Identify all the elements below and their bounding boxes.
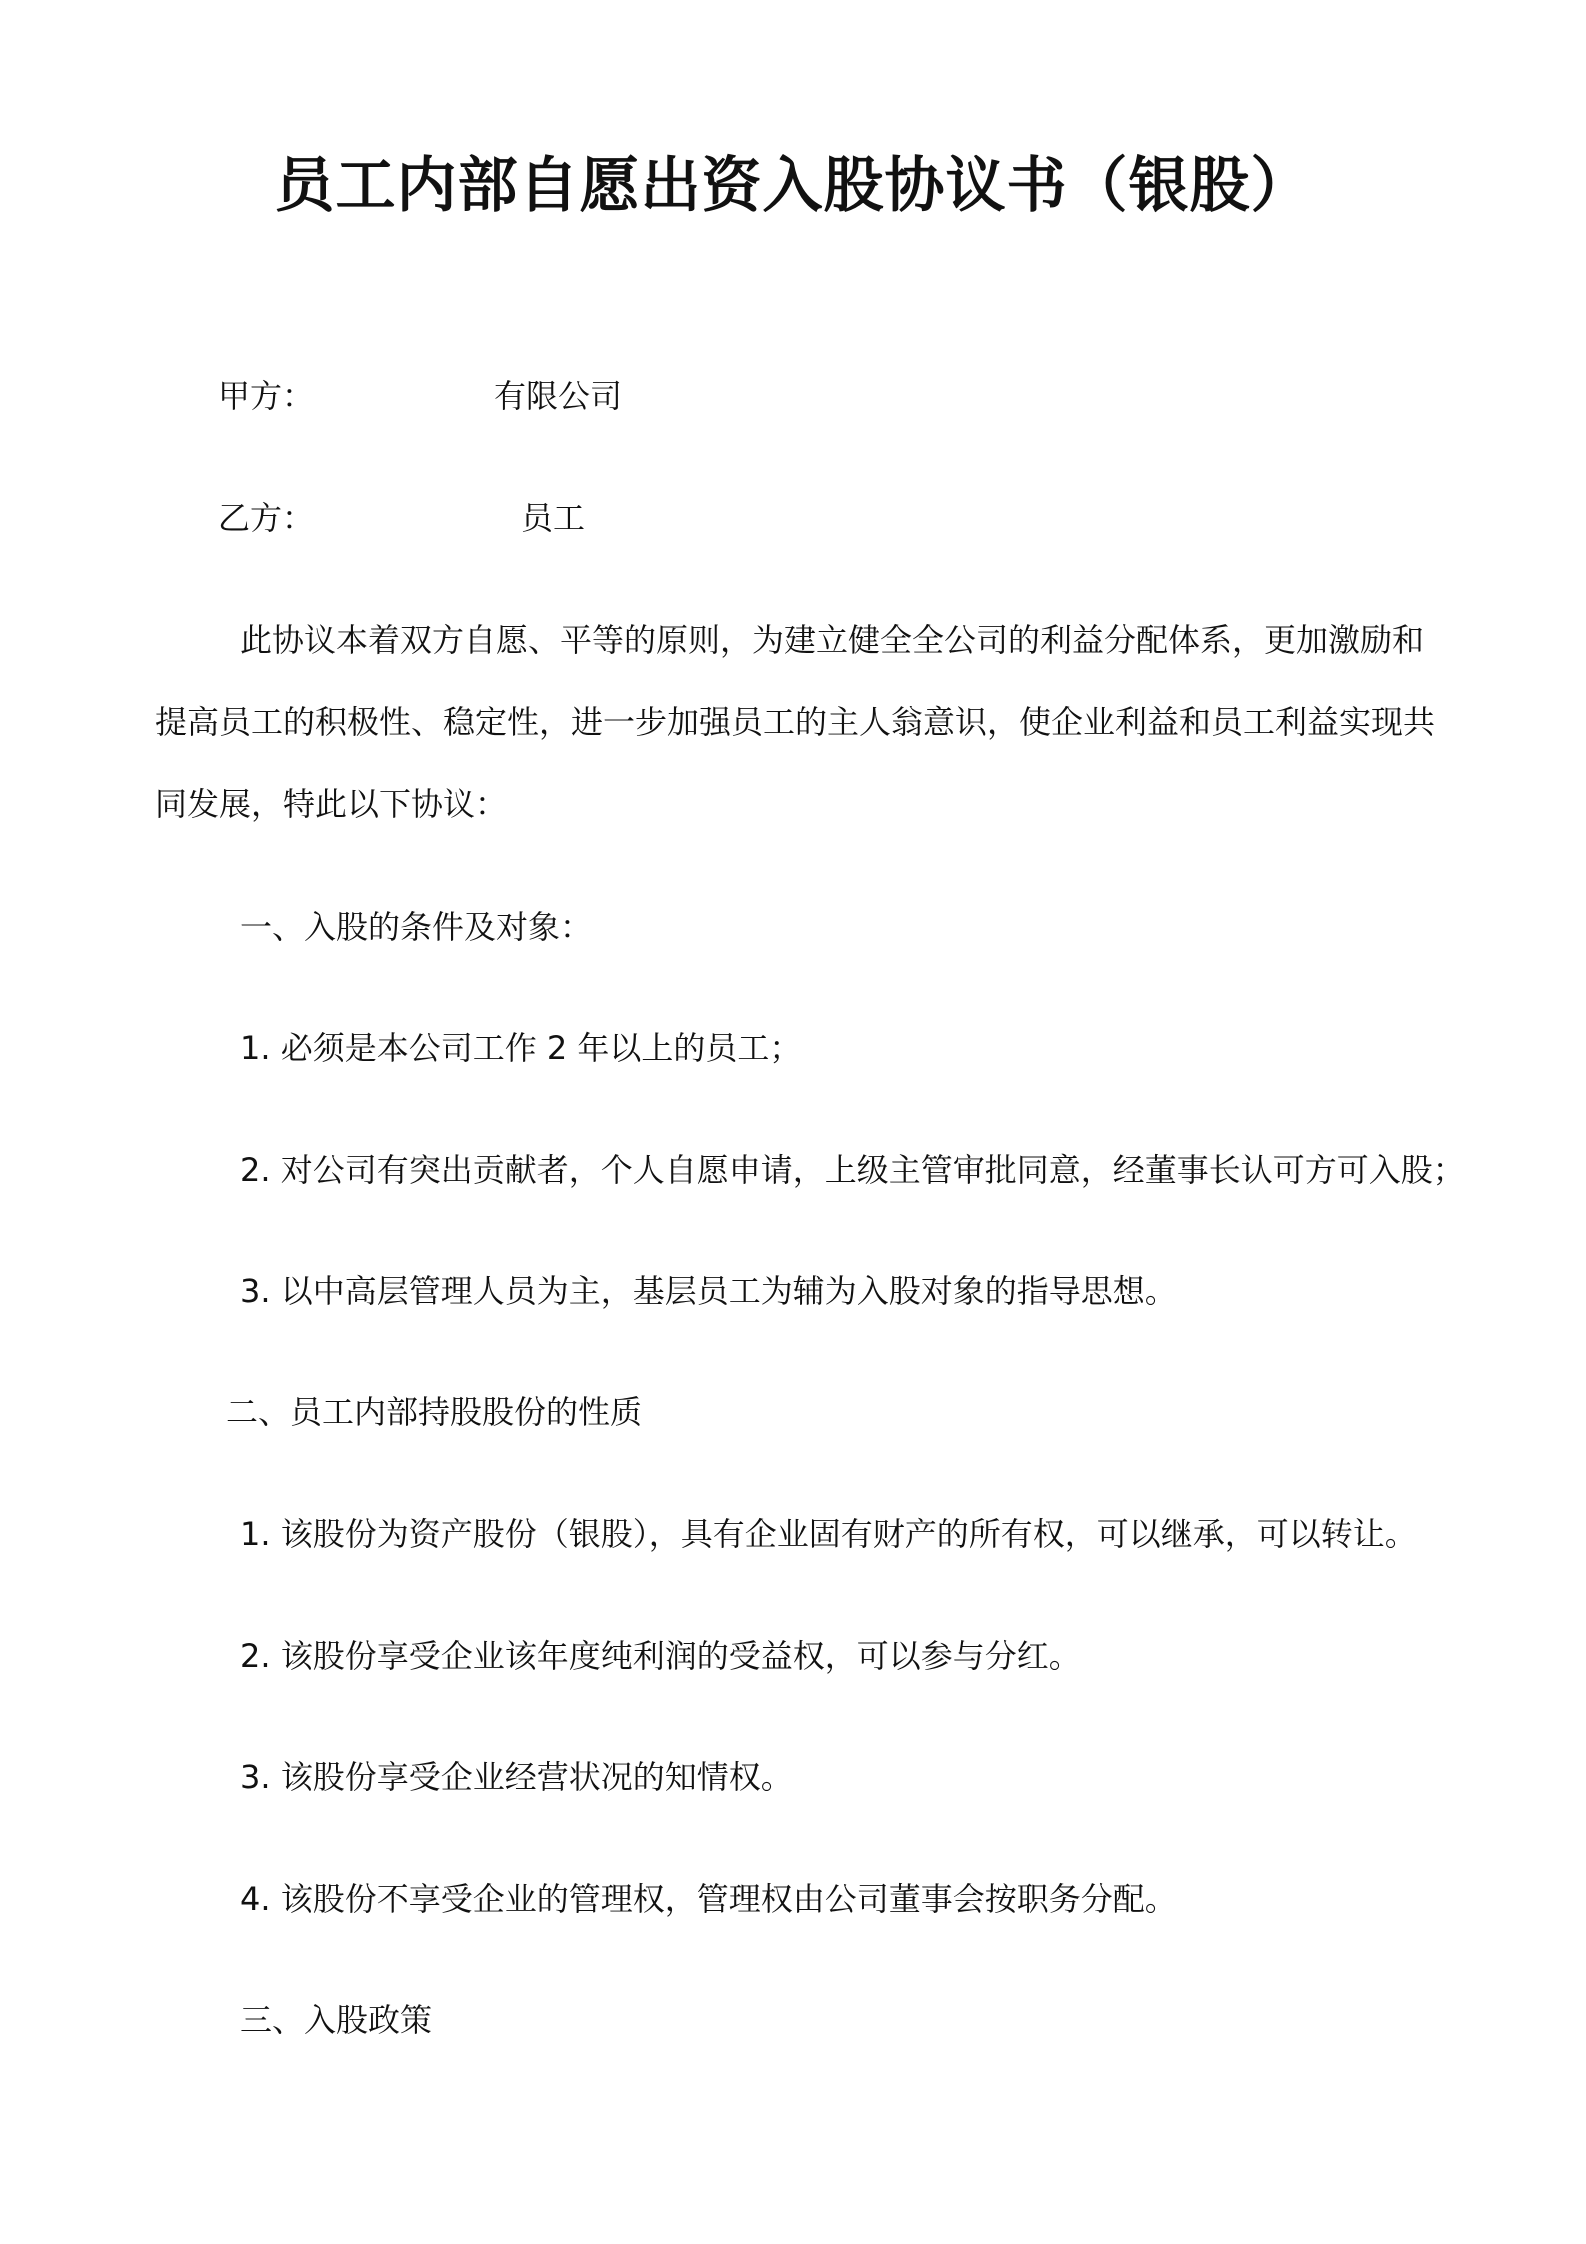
section-1-item-1: 1. 必须是本公司工作 2 年以上的员工； [240,1029,802,1067]
section-1-item-3: 3. 以中高层管理人员为主，基层员工为辅为入股对象的指导思想。 [240,1272,1177,1310]
party-b-value: 员工 [521,499,586,537]
section-2-item-4: 4. 该股份不享受企业的管理权，管理权由公司董事会按职务分配。 [240,1880,1177,1918]
intro-line-1: 此协议本着双方自愿、平等的原则，为建立健全全公司的利益分配体系，更加激励和 [240,621,1425,659]
section-1-item-2: 2. 对公司有突出贡献者，个人自愿申请，上级主管审批同意，经董事长认可方可入股； [240,1151,1465,1189]
intro-line-3: 同发展，特此以下协议： [155,785,508,823]
party-a-value: 有限公司 [494,377,623,415]
section-2-item-2: 2. 该股份享受企业该年度纯利润的受益权，可以参与分红。 [240,1637,1081,1675]
party-a-label: 甲方： [218,377,315,415]
section-heading-1: 一、入股的条件及对象： [240,908,593,946]
section-2-item-3: 3. 该股份享受企业经营状况的知情权。 [240,1758,793,1796]
section-heading-2: 二、员工内部持股股份的性质 [226,1393,643,1431]
section-heading-3: 三、入股政策 [240,2001,433,2039]
intro-line-2: 提高员工的积极性、稳定性，进一步加强员工的主人翁意识，使企业利益和员工利益实现共 [155,703,1436,741]
document-title: 员工内部自愿出资入股协议书（银股） [274,151,1312,221]
section-2-item-1: 1. 该股份为资产股份（银股），具有企业固有财产的所有权，可以继承，可以转让。 [240,1515,1417,1553]
party-b-label: 乙方： [218,499,315,537]
